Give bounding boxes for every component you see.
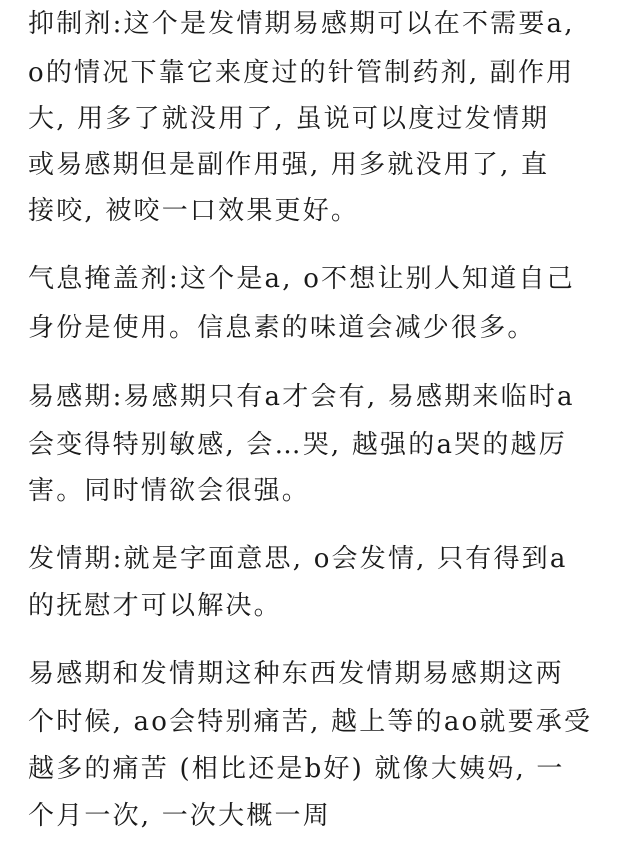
text-line: 会变得特别敏感, 会…哭, 越强的a哭的越厉 [28, 430, 567, 460]
text-line: 或易感期但是副作用强, 用多就没用了, 直 [28, 150, 550, 180]
text-line: 发情期:就是字面意思, o会发情, 只有得到a [28, 544, 568, 574]
text-line: 易感期和发情期这种东西发情期易感期这两 [28, 659, 564, 689]
text-line: o的情况下靠它来度过的针管制药剂, 副作用 [28, 58, 575, 88]
text-line: 的抚慰才可以解决。 [28, 591, 282, 621]
text-line: 抑制剂:这个是发情期易感期可以在不需要a, [28, 9, 575, 39]
text-line: 接咬, 被咬一口效果更好。 [28, 196, 360, 226]
text-line: 个月一次, 一次大概一周 [28, 801, 331, 831]
text-line: 越多的痛苦 (相比还是b好) 就像大姨妈, 一 [28, 754, 565, 784]
text-line: 个时候, ao会特别痛苦, 越上等的ao就要承受 [28, 707, 593, 737]
text-line: 易感期:易感期只有a才会有, 易感期来临时a [28, 382, 575, 412]
text-line: 身份是使用。信息素的味道会减少很多。 [28, 313, 536, 343]
text-line: 害。同时情欲会很强。 [28, 476, 311, 506]
text-line: 气息掩盖剂:这个是a, o不想让别人知道自己 [28, 264, 575, 294]
text-line: 大, 用多了就没用了, 虽说可以度过发情期 [28, 104, 550, 134]
